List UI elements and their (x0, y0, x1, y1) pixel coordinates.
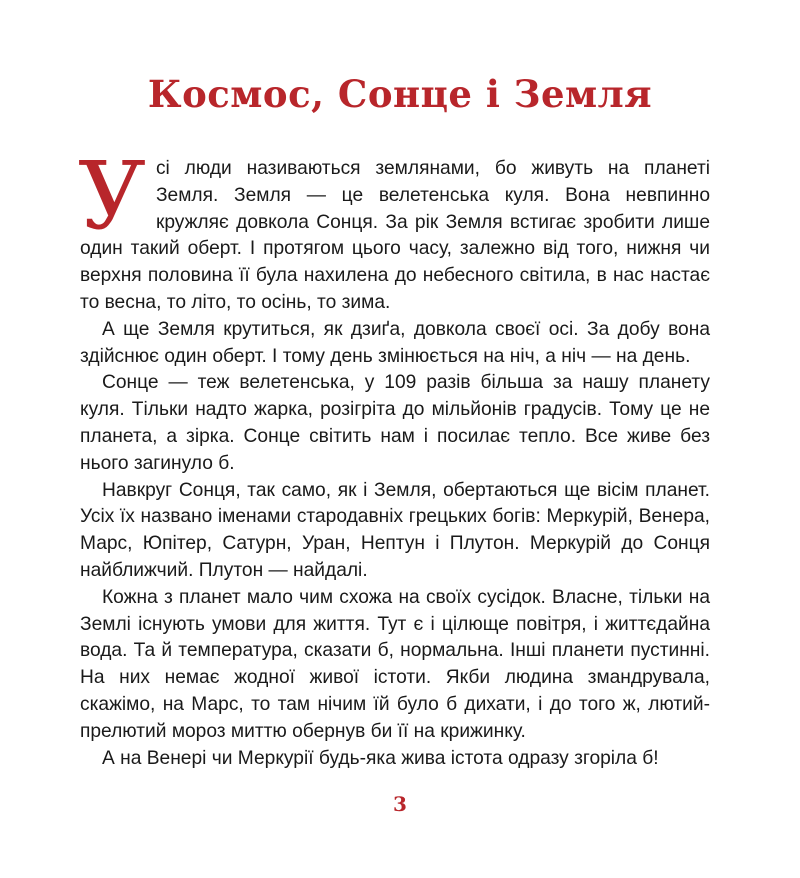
page-number: 3 (393, 792, 407, 816)
paragraph-3: Сонце — теж велетенська, у 109 разів більша за нашу планету куля. Тільки надто жарка, розігріта до мільйонів градусів. Тому це не планета, а зірка. Сонце світить нам і посилає тепло. Все живе без нього загинуло б. (80, 372, 710, 474)
paragraph-2: А ще Земля крутиться, як дзиґа, довкола своєї осі. За добу вона здійснює один оберт. І тому день змінюється на ніч, а ніч — на день. (80, 318, 710, 367)
paragraph-5: Кожна з планет мало чим схожа на своїх сусідок. Власне, тільки на Землі існують умови для життя. Тут є і цілюще повітря, і життєдайна вода. Та й температура, сказати б, нормальна. Інші планети пустинні. На них немає жодної живої істоти. Якби людина змандрувала, скажімо, на Марс, то там нічим їй було б дихати, і до того ж, лютий-прелютий мороз миттю обернув би її на крижинку. (80, 586, 710, 742)
drop-cap-letter: У (78, 142, 146, 251)
page-title: Космос, Сонце і Земля (147, 72, 653, 116)
paragraph-1 (78, 142, 710, 317)
paragraph-6: А на Венері чи Меркурії будь-яка жива істота одразу згоріла б! (102, 747, 659, 769)
paragraph-1-text: сі люди називаються землянами, бо живуть на планеті Земля. Земля — це велетенська куля. Вона невпинно кружляє довкола Сонця. За рік Земля встигає зробити лише один такий оберт. І протягом цього часу, залежно від того, нижня чи верхня половина її була нахилена до небесного світила, в нас настає то весна, то літо, то осінь, то зима. (80, 158, 710, 313)
body-text (78, 142, 710, 772)
paragraph-4: Навкруг Сонця, так само, як і Земля, обертаються ще вісім планет. Усіх їх названо іменами стародавніх грецьких богів: Меркурій, Венера, Марс, Юпітер, Сатурн, Уран, Нептун і Плутон. Меркурій до Сонця найближчий. Плутон — найдалі. (80, 479, 710, 581)
